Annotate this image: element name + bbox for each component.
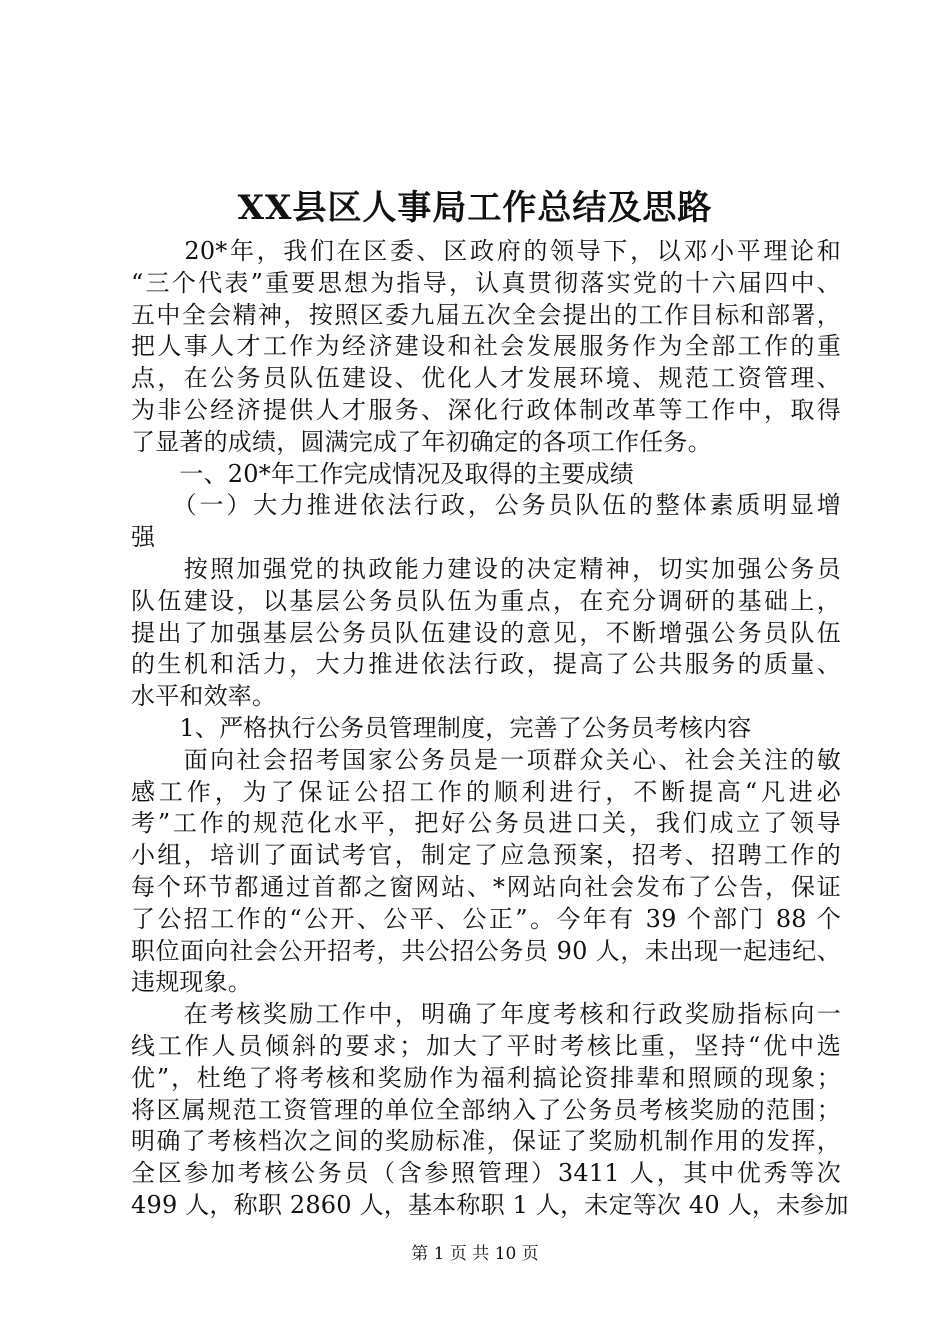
body-line: 违规现象。	[131, 968, 252, 997]
body-line: 为非公经济提供人才服务、深化行政体制改革等工作中，取得	[131, 395, 841, 424]
body-line: 五中全会精神，按照区委九届五次全会提出的工作目标和部署，	[131, 300, 841, 329]
body-line: 优”，杜绝了将考核和奖励作为福利搞论资排辈和照顾的现象；	[131, 1063, 841, 1092]
body-line: 20*年，我们在区委、区政府的领导下，以邓小平理论和	[131, 237, 841, 265]
document-title: XX县区人事局工作总结及思路	[237, 188, 713, 228]
body-line: （一）大力推进依法行政，公务员队伍的整体素质明显增	[131, 491, 841, 520]
body-line: 1、严格执行公务员管理制度，完善了公务员考核内容	[131, 713, 752, 742]
body-line: 了显著的成绩，圆满完成了年初确定的各项工作任务。	[131, 427, 712, 456]
body-line: 明确了考核档次之间的奖励标准，保证了奖励机制作用的发挥，	[131, 1127, 841, 1156]
body-line: 强	[131, 523, 156, 552]
body-line: 的生机和活力，大力推进依法行政，提高了公共服务的质量、	[131, 650, 841, 679]
body-line: 每个环节都通过首都之窗网站、*网站向社会发布了公告，保证	[131, 872, 841, 901]
body-line: 感工作，为了保证公招工作的顺利进行，不断提高“凡进必	[131, 777, 841, 806]
body-line: 了公招工作的“公开、公平、公正”。今年有 39 个部门 88 个	[131, 904, 841, 933]
body-line: 考”工作的规范化水平，把好公务员进口关，我们成立了领导	[131, 809, 841, 838]
body-line: 全区参加考核公务员（含参照管理）3411 人，其中优秀等次	[131, 1159, 841, 1188]
body-line: 把人事人才工作为经济建设和社会发展服务作为全部工作的重	[131, 332, 841, 361]
body-line: 499 人，称职 2860 人，基本称职 1 人，未定等次 40 人，未参加	[131, 1190, 849, 1219]
body-line: “三个代表”重要思想为指导，认真贯彻落实党的十六届四中、	[131, 268, 841, 297]
document-body	[131, 236, 849, 1222]
body-line: 在考核奖励工作中，明确了年度考核和行政奖励指标向一	[131, 1000, 841, 1029]
body-line: 小组，培训了面试考官，制定了应急预案，招考、招聘工作的	[131, 841, 841, 870]
body-line: 将区属规范工资管理的单位全部纳入了公务员考核奖励的范围；	[131, 1095, 841, 1124]
body-line: 面向社会招考国家公务员是一项群众关心、社会关注的敏	[131, 745, 841, 774]
body-line: 点，在公务员队伍建设、优化人才发展环境、规范工资管理、	[131, 364, 841, 393]
body-line: 提出了加强基层公务员队伍建设的意见，不断增强公务员队伍	[131, 618, 841, 647]
body-line: 水平和效率。	[131, 682, 277, 711]
body-line: 一、20*年工作完成情况及取得的主要成绩	[131, 459, 634, 488]
body-line: 职位面向社会公开招考，共公招公务员 90 人，未出现一起违纪、	[131, 936, 841, 965]
page-footer: 第 1 页 共 10 页	[411, 1244, 539, 1264]
body-line: 按照加强党的执政能力建设的决定精神，切实加强公务员	[131, 554, 841, 583]
body-line: 线工作人员倾斜的要求；加大了平时考核比重，坚持“优中选	[131, 1031, 841, 1060]
body-line: 队伍建设，以基层公务员队伍为重点，在充分调研的基础上，	[131, 586, 841, 615]
